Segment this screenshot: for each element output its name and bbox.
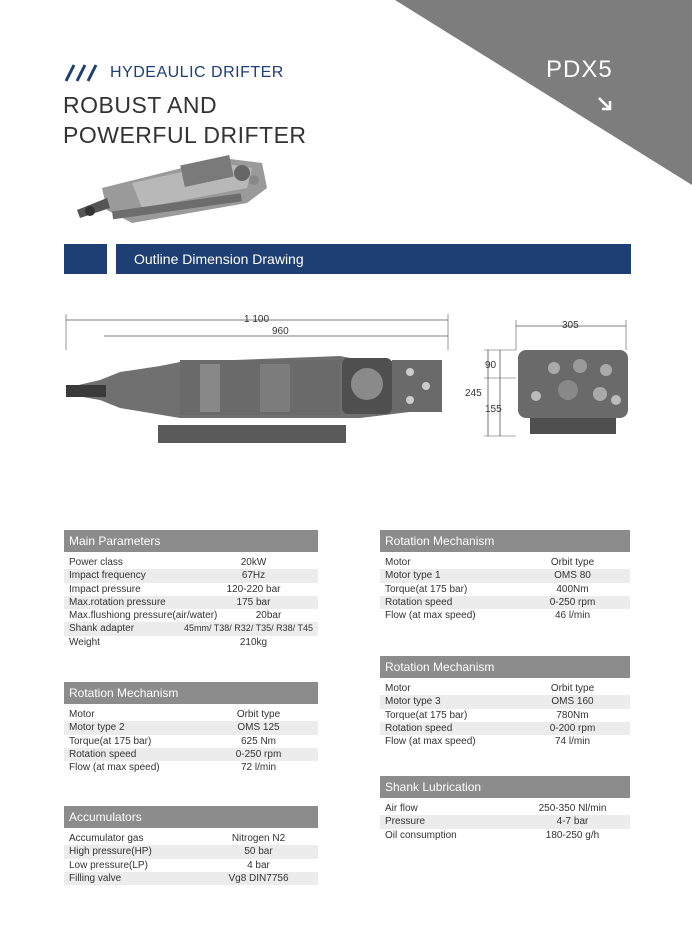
dim-length: 960 [272,326,289,337]
table-row: Torque(at 175 bar) 780Nm [385,709,589,721]
brand-row [64,64,284,82]
table-row: Motor Orbit type [385,683,595,694]
banner-square [64,244,107,274]
slashes-logo-icon [64,64,104,82]
table-row: Impact frequency 67Hz [64,569,318,582]
brand-name: HYDEAULIC DRIFTER [110,64,284,81]
table-row: Torque(at 175 bar) 625 Nm [69,735,276,747]
arrow-down-right-icon [596,95,614,113]
table-row: Torque(at 175 bar) 400Nm [385,583,589,595]
main-parameters-title: Main Parameters [64,530,318,552]
table-row: High pressure(HP) 50 bar [64,845,318,858]
rotation-right-2-title: Rotation Mechanism [380,656,630,678]
table-row: Max.flushiong pressure(air/water) 20bar [69,610,282,622]
dim-height: 245 [465,388,482,399]
model-title: PDX5 [546,56,613,83]
table-row: Shank adapter 45mm/ T38/ R32/ T35/ R38/ T45 [64,622,318,635]
table-row: Weight 210kg [69,636,268,648]
table-row: Rotation speed 0-200 rpm [380,722,630,735]
rotation-mechanism-left-table [64,682,318,774]
table-row: Low pressure(LP) 4 bar [69,859,270,871]
dim-upper: 90 [485,360,497,371]
table-row: Flow (at max speed) 46 l/min [385,610,590,622]
dim-total-length: 1 100 [244,314,270,325]
rotation-right-1-title: Rotation Mechanism [380,530,630,552]
main-parameters-table [64,530,318,649]
table-row: Rotation speed 0-250 rpm [380,596,630,609]
headline-line-1: ROBUST AND [63,92,218,118]
rotation-mechanism-right-2-table [380,656,630,748]
table-row: Pressure 4-7 bar [380,815,630,828]
table-row: Max.rotation pressure 175 bar [64,596,318,609]
accumulators-table [64,806,318,885]
headline [63,90,307,150]
table-row: Oil consumption 180-250 g/h [385,829,600,841]
table-row: Motor type 3 OMS 160 [380,695,630,708]
product-image [72,148,272,228]
table-row: Motor type 1 OMS 80 [380,569,630,582]
table-row: Flow (at max speed) 72 l/min [69,762,276,774]
table-row: Power class 20kW [69,557,267,568]
table-row: Flow (at max speed) 74 l/min [385,736,590,748]
rotation-left-title: Rotation Mechanism [64,682,318,704]
table-row: Impact pressure 120-220 bar [69,583,281,595]
headline-line-2: POWERFUL DRIFTER [63,122,307,148]
table-row: Accumulator gas Nitrogen N2 [69,833,286,844]
shank-lubrication-table [380,776,630,842]
shank-lubrication-title: Shank Lubrication [380,776,630,798]
dimension-drawing [60,290,640,460]
table-row: Rotation speed 0-250 rpm [64,748,318,761]
table-row: Motor Orbit type [69,709,281,720]
accumulators-title: Accumulators [64,806,318,828]
table-row: Motor type 2 OMS 125 [64,721,318,734]
rotation-mechanism-right-1-table [380,530,630,622]
table-row: Motor Orbit type [385,557,595,568]
section-banner: Outline Dimension Drawing [116,244,631,274]
table-row: Air flow 250-350 Nl/min [385,803,607,814]
table-row: Filling valve Vg8 DIN7756 [64,872,318,885]
dim-lower: 155 [485,404,502,415]
dim-width: 305 [562,320,579,331]
